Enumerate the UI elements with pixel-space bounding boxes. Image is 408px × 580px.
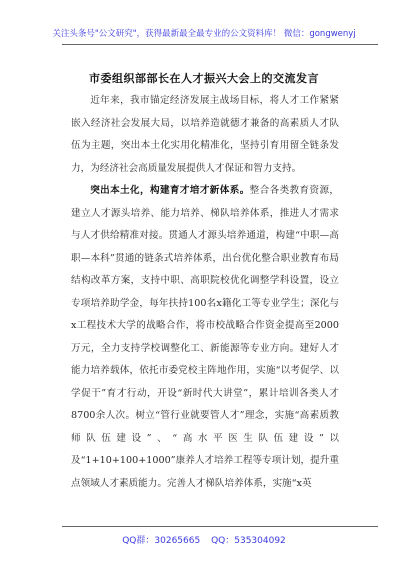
document-title: 市委组织部部长在人才振兴大会上的交流发言 [89,72,319,85]
qq-group-number: QQ群：30265665 [122,536,201,546]
header-note: 关注头条号"公文研究"，获得最新最全最专业的公文资料库！ 微信：gongwenyj [52,29,356,39]
paragraph-section-one [71,180,339,495]
paragraph-intro: 近年来，我市锚定经济发展主战场目标，将人才工作紧紧嵌入经济社会发展大局，以培养造就德才兼备的高素质人才队伍为主题，突出本土化实用化精准化，坚持引育用留全链条发力，为经济社会高质量发展提供人才保证和智力支持。 [71,95,339,174]
header-divider [62,44,378,45]
qq-number: QQ：535304092 [211,536,286,546]
section-heading: 突出本土化，构建育才培才新体系。 [90,185,250,196]
footer-contact [0,533,408,546]
footer-divider [62,526,378,527]
document-body [71,90,339,495]
section-text: 整合各类教育资源，建立人才源头培养、能力培养、梯队培养体系，推进人才需求与人才供给精准对接。贯通人才源头培养通道，构建“中职—高职—本科”贯通的链条式培养体系，出台优化整合职业教育布局结构改革方案，支持中职、高职院校优化调整学科设置，设立专项培养助学金，每年扶持100名x籍化工等专业学生；深化与x工程技术大学的战略合作，将市校战略合作资金提高至2000万元，全力支持学校调整化工、新能源等专业方向。建好人才能力培养载体，依托市委党校主阵地作用，实施“以考促学、以学促干”育才行动，开设“新时代大讲堂”，累计培训各类人才8700余人次。树立“管行业就要管人才”理念，实施“高素质教师队伍建设”、“高水平医生队伍建设”以及“1+10+100+1000”康养人才培养工程等专项计划，提升重点领域人才素质能力。完善人才梯队培养体系，实施“x英 [71,185,340,489]
